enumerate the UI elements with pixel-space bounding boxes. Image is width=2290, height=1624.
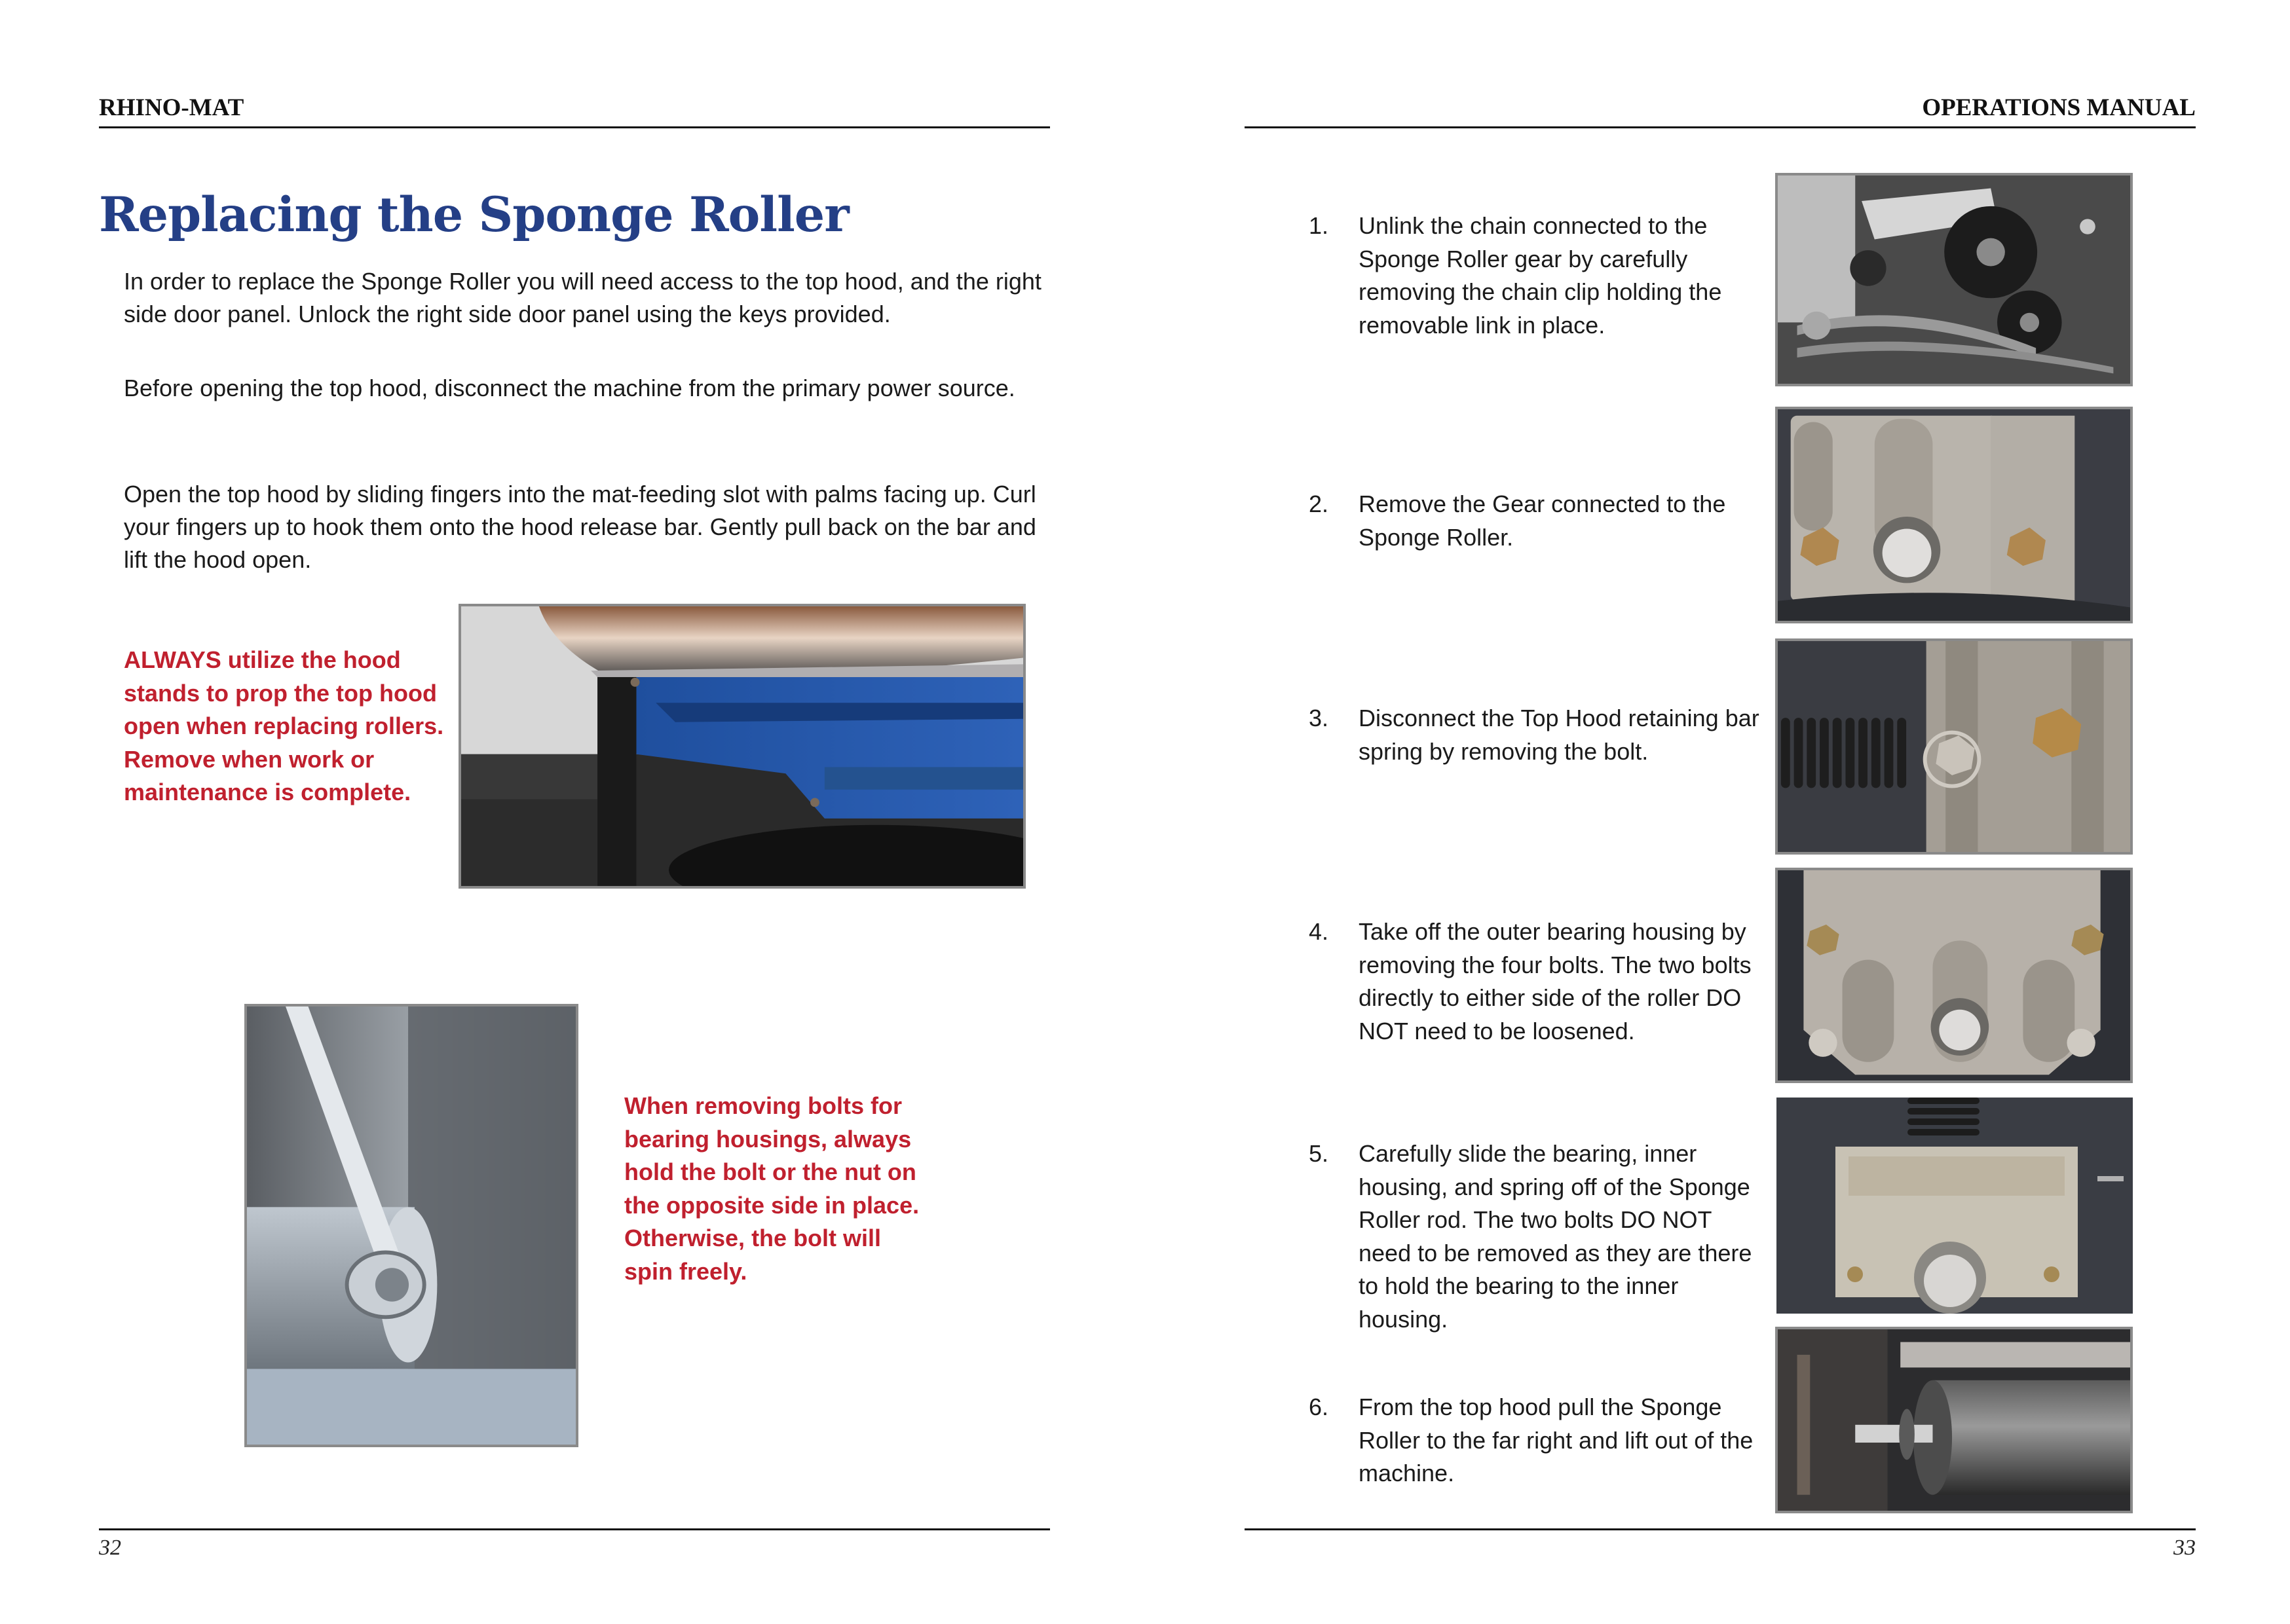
hood-paragraph: Open the top hood by sliding fingers into the mat-feeding slot with palms facing up. Curl your fingers up to hook them onto the hood release bar. Gently pull back on the bar and lift the hood open. [124, 481, 1036, 573]
wrench-photo [244, 1004, 578, 1447]
spring-photo [1775, 638, 2133, 855]
step-text: Disconnect the Top Hood retaining bar spring by removing the bolt. [1359, 705, 1759, 765]
step-text: Unlink the chain connected to the Sponge Roller gear by carefully removing the chain clip holding the removable link in place. [1359, 212, 1722, 339]
step-number: 5. [1309, 1140, 1329, 1167]
right-footer-rule [1245, 1528, 2196, 1530]
step-number: 4. [1309, 918, 1329, 945]
intro-paragraph: In order to replace the Sponge Roller you will need access to the top hood, and the right side door panel. Unlock the right side door panel using the keys provided. [124, 268, 1042, 327]
hood-open-photo [459, 604, 1026, 889]
power-paragraph: Before opening the top hood, disconnect the machine from the primary power source. [124, 375, 1015, 401]
gear-removal-photo [1775, 407, 2133, 623]
roller-removal-photo [1775, 1327, 2133, 1513]
step-number: 3. [1309, 705, 1329, 731]
hood-stand-warning: ALWAYS utilize the hood stands to prop the top hood open when replacing rollers. Remove when work or maintenance is complete. [124, 646, 444, 805]
step-text: Carefully slide the bearing, inner housing, and spring off of the Sponge Roller rod. The two bolts DO NOT need to be removed as they are there to hold the bearing to the inner housing. [1359, 1140, 1752, 1333]
left-footer-rule [99, 1528, 1050, 1530]
step-number: 1. [1309, 212, 1329, 239]
step-text: From the top hood pull the Sponge Roller to the far right and lift out of the machine. [1359, 1393, 1754, 1486]
step-number: 6. [1309, 1393, 1329, 1420]
left-header-rule [99, 126, 1050, 128]
left-page-number: 32 [99, 1536, 121, 1560]
right-header-rule [1245, 126, 2196, 128]
step-number: 2. [1309, 490, 1329, 517]
chain-gear-photo [1775, 173, 2133, 386]
right-running-header: OPERATIONS MANUAL [1922, 94, 2196, 121]
bearing-housing-photo [1775, 868, 2133, 1083]
inner-housing-photo [1776, 1098, 2133, 1314]
step-text: Remove the Gear connected to the Sponge Roller. [1359, 490, 1726, 551]
step-text: Take off the outer bearing housing by removing the four bolts. The two bolts directly to either side of the roller DO NOT need to be loosened. [1359, 918, 1752, 1044]
right-page-number: 33 [2173, 1536, 2196, 1560]
page-title: Replacing the Sponge Roller [99, 187, 849, 243]
bolt-warning: When removing bolts for bearing housings, always hold the bolt or the nut on the opposite side in place. Otherwise, the bolt will spin freely. [624, 1092, 920, 1285]
left-running-header: RHINO-MAT [99, 94, 244, 121]
